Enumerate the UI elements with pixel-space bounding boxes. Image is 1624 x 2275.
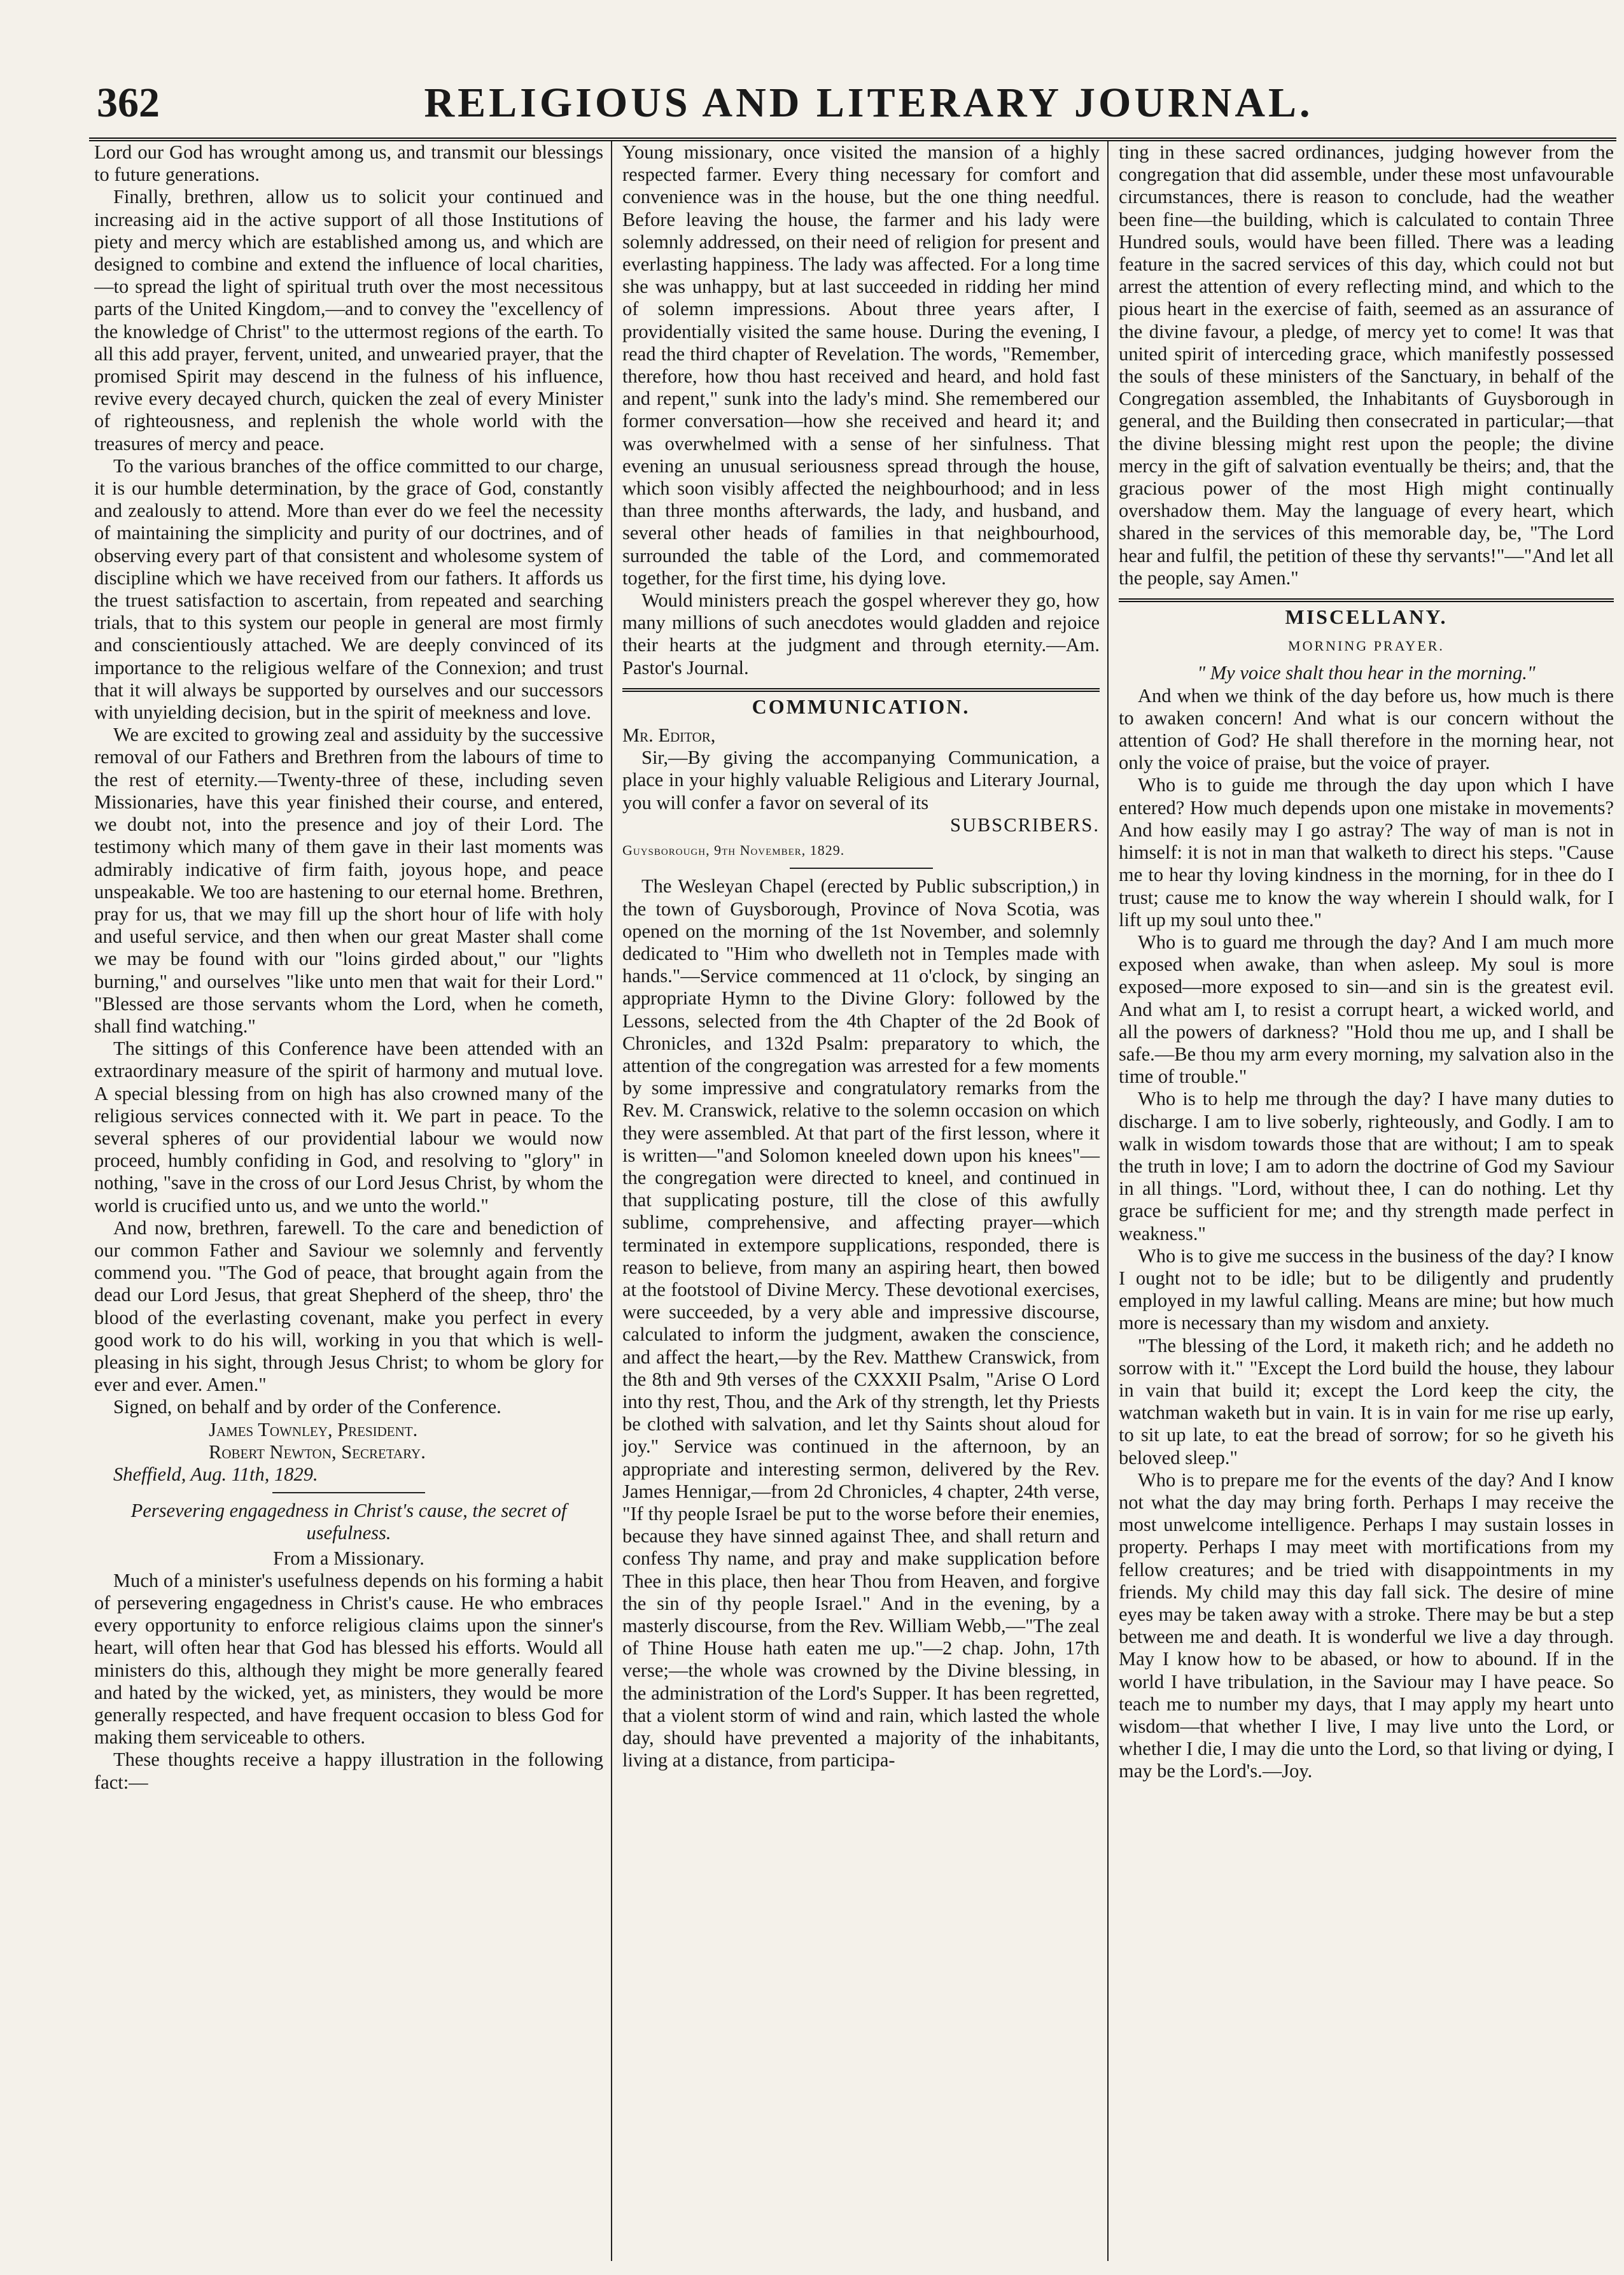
- column-left: [94, 141, 610, 2261]
- paragraph: To the various branches of the office committed to our charge, it is our humble determination, by the grace of God, constantly and zealously to attend. More than ever do we feel the necessity of maintaining the simplicity and purity of our doctrines, and of observing every part of that consistent and wholesome system of discipline which we have received from our fathers. It affords us the truest satisfaction to ascertain, from repeated and searching trials, that to this system our people in general are most firmly and conscientiously attached. We are deeply convinced of its importance to the religious welfare of the Connexion; and trust that it will always be supported by ourselves and our successors with unyielding decision, but in the spirit of meekness and love.: [94, 454, 603, 724]
- section-divider: [1119, 598, 1614, 602]
- salutation: Mr. Editor,: [622, 724, 716, 747]
- section-title-miscellany: MISCELLANY.: [1285, 605, 1448, 629]
- column-right: [1107, 141, 1616, 2261]
- separator: [272, 1492, 425, 1493]
- subscribers-signature: SUBSCRIBERS.: [949, 814, 1100, 836]
- separator: [790, 868, 933, 869]
- dateline: Sheffield, Aug. 11th, 1829.: [113, 1463, 318, 1485]
- paragraph: Who is to prepare me for the events of the day? And I know not what the day may bring forth. Perhaps I may receive the most unwelcome intelligence. Perhaps I may sustain losses in property. Perhaps I may meet with mortifications from my fellow creatures; and be tried with disappointments in my friends. My child may this day fall sick. The desire of mine eyes may be taken away with a stroke. There may be but a step between me and death. It is wonderful we live a day through. May I know how to be abased, or how to abound. If in the world I have tribulation, in the Saviour may I have peace. So teach me to number my days, that I may apply my heart unto wisdom—that whether I live, I may live unto the Lord, or whether I die, I may die unto the Lord, so that living or dying, I may be the Lord's.—Joy.: [1119, 1469, 1614, 1782]
- section-divider: [622, 688, 1100, 692]
- paragraph: Would ministers preach the gospel wherever they go, how many millions of such anecdotes would gladden and rejoice their hearts at the judgment and through eternity.—Am. Pastor's Journal.: [622, 589, 1100, 679]
- paragraph: "The blessing of the Lord, it maketh rich; and he addeth no sorrow with it." "Except the Lord build the house, they labour in vain that build it; except the Lord keep the city, the watchman waketh but in vain. It is in vain for me rise up early, to sit up late, to eat the bread of sorrow; for so he giveth his beloved sleep.": [1119, 1334, 1614, 1469]
- page-header: [89, 76, 1616, 141]
- paragraph: Much of a minister's usefulness depends on his forming a habit of persevering engagedness in Christ's cause. He who embraces every opportunity to enforce religious claims upon the sinner's heart, will often hear that God has blessed his efforts. Would all ministers do this, although they might be more generally feared and hated by the wicked, yet, as ministers, they would be more generally respected, and have frequent occasion to bless God for making them serviceable to others.: [94, 1569, 603, 1749]
- dateline: Guysborough, 9th November, 1829.: [622, 842, 845, 859]
- paragraph: Young missionary, once visited the mansion of a highly respected farmer. Every thing necessary for comfort and convenience was in the house, but the one thing needful. Before leaving the house, the farmer and his lady were solemnly addressed, on their need of religion for present and everlasting happiness. The lady was affected. For a long time she was unhappy, but at last succeeded in ridding her mind of solemn impressions. About three years after, I providentially visited the same house. During the evening, I read the third chapter of Revelation. The words, "Remember, therefore, how thou hast received and heard, and hold fast and repent," sunk into the lady's mind. She remembered our former conversation—how she received and heard it; and was overwhelmed with a sense of her sinfulness. That evening an unusual seriousness spread through the house, which soon visibly affected the neighbourhood; and in less than three months afterwards, the lady, and husband, and several other heads of families in that neighbourhood, surrounded the table of the Lord, and commemorated together, for the first time, his dying love.: [622, 141, 1100, 589]
- section-title-communication: COMMUNICATION.: [752, 694, 970, 718]
- paragraph: The Wesleyan Chapel (erected by Public subscription,) in the town of Guysborough, Province of Nova Scotia, was opened on the morning of the 1st November, and solemnly dedicated to "Him who dwelleth not in Temples made with hands."—Service commenced at 11 o'clock, by singing an appropriate Hymn to the Divine Glory: followed by the Lessons, selected from the 4th Chapter of the 2d Book of Chronicles, and 132d Psalm: preparatory to which, the attention of the congregation was arrested for a few moments by some impressive and congratulatory remarks from the Rev. M. Cranswick, relative to the solemn occasion on which they were assembled. At that part of the first lesson, where it is written—"and Solomon kneeled down upon his knees"—the congregation were directed to kneel, and continued in that supplicating posture, till the close of this awfully sublime, comprehensive, and affecting prayer—which terminated in extempore supplications, responded, there is reason to believe, from many an aspiring heart, then bowed at the footstool of Divine Mercy. These devotional exercises, were succeeded, by a very able and impressive discourse, calculated to inform the judgment, awaken the conscience, and affect the heart,—by the Rev. Matthew Cranswick, from the 8th and 9th verses of the CXXXII Psalm, "Arise O Lord into thy rest, Thou, and the Ark of thy strength, let thy Priests be clothed with salvation, and let thy Saints shout aloud for joy." Service was continued in the afternoon, by an appropriate and interesting sermon, delivered by the Rev. James Hennigar,—from 2d Chronicles, 4 chapter, 24th verse, "If thy people Israel be put to the worse before their enemies, because they have sinned against Thee, and shall return and confess Thy name, and pray and make supplication before Thee in this place, then hear Thou from Heaven, and forgive the sin of thy people Israel." And in the evening, by a masterly discourse, from the Rev. William Webb,—"The zeal of Thine House hath eaten me up."—2 chap. John, 17th verse;—the whole was crowned by the Divine blessing, in the administration of the Lord's Supper. It has been regretted, that a violent storm of wind and rain, which lasted the whole day, should have prevented a majority of the inhabitants, living at a distance, from participa-: [622, 875, 1100, 1771]
- paragraph: ting in these sacred ordinances, judging however from the congregation that did assemble, under these most unfavourable circumstances, there is reason to conclude, had the weather been fine—the building, which is calculated to contain Three Hundred souls, would have been filled. There was a leading feature in the sacred services of this day, which could not but arrest the attention of every reflecting mind, and which to the pious heart in the exercise of faith, seemed as an assurance of the divine favour, a pledge, of mercy yet to come! It was that united spirit of interceding grace, which manifestly possessed the souls of these ministers of the Sanctuary, in behalf of the Congregation assembled, the Inhabitants of Guysborough in general, and the Building then consecrated in particular;—that the divine blessing might rest upon the people; the divine mercy in the gift of salvation eventually be theirs; and, that the gracious power of the most High might continually overshadow them. May the language of every heart, which shared in the services of this memorable day, be, "The Lord hear and fulfil, the petition of these thy servants!"—"And let all the people, say Amen.": [1119, 141, 1614, 589]
- article-source: From a Missionary.: [273, 1547, 424, 1569]
- paragraph: Lord our God has wrought among us, and transmit our blessings to future generations.: [94, 141, 603, 186]
- paragraph: Finally, brethren, allow us to solicit your continued and increasing aid in the active support of all those Institutions of piety and mercy which are established among us, and which are designed to combine and extend the influence of local charities,—to spread the light of spiritual truth over the most necessitous parts of the United Kingdom,—and to convey the "excellency of the knowledge of Christ" to the uttermost regions of the earth. To all this add prayer, fervent, united, and unwearied prayer, that the promised Spirit may descend in the fulness of his influence, revive every decayed church, quicken the zeal of every Minister of righteousness, and replenish the whole world with the treasures of mercy and peace.: [94, 186, 603, 454]
- paragraph: Who is to give me success in the business of the day? I know I ought not to be idle; but to be diligently and prudently employed in my lawful calling. Means are mine; but how much more is necessary than my wisdom and anxiety.: [1119, 1244, 1614, 1334]
- epigraph: " My voice shalt thou hear in the morning.": [1197, 662, 1536, 684]
- article-title: Persevering engagedness in Christ's cause, the secret of usefulness.: [130, 1500, 567, 1544]
- paragraph: Who is to guard me through the day? And I am much more exposed when awake, than when asleep. My soul is more exposed—more exposed to sin—and sin is the greatest evil. And what am I, to resist a corrupt heart, a wicked world, and all the powers of darkness? "Hold thou me up, and I shall be safe.—Be thou my arm every morning, my salvation also in the time of trouble.": [1119, 931, 1614, 1088]
- paragraph: The sittings of this Conference have been attended with an extraordinary measure of the spirit of harmony and mutual love. A special blessing from on high has also crowned many of the religious services connected with it. We part in peace. To the several spheres of our providential labour we would now proceed, humbly confiding in God, and resolving to "glory" in nothing, "save in the cross of our Lord Jesus Christ, by whom the world is crucified unto us, and we unto the world.": [94, 1038, 603, 1216]
- paragraph: These thoughts receive a happy illustration in the following fact:—: [94, 1749, 603, 1793]
- article-title: MORNING PRAYER.: [1288, 638, 1445, 654]
- paragraph: Sir,—By giving the accompanying Communication, a place in your highly valuable Religious and Literary Journal, you will confer a favor on several of its: [622, 747, 1100, 814]
- paragraph: And when we think of the day before us, how much is there to awaken concern! And what is our concern without the attention of God? He shall therefore in the morning hear, not only the voice of praise, but the voice of prayer.: [1119, 684, 1614, 774]
- signature-president: James Townley, President.: [209, 1418, 418, 1440]
- page-number: 362: [97, 80, 160, 126]
- paragraph: We are excited to growing zeal and assiduity by the successive removal of our Fathers and Brethren from the labours of time to the rest of eternity.—Twenty-three of these, including seven Missionaries, have this year finished their course, and entered, we doubt not, into the presence and joy of their Lord. The testimony which many of them gave in their last moments was admirably indicative of firm faith, joyous hope, and peace unspeakable. We too are hastening to our eternal home. Brethren, pray for us, that we may fill up the short hour of life with holy and useful service, and then when our great Master shall come we may be found with our "loins girded about," our "lights burning," and ourselves "like unto men that wait for their Lord." "Blessed are those servants whom the Lord, when he cometh, shall find watching.": [94, 724, 603, 1037]
- running-title: RELIGIOUS AND LITERARY JOURNAL.: [424, 80, 1313, 126]
- signed-line: Signed, on behalf and by order of the Conference.: [113, 1396, 501, 1418]
- paragraph: Who is to guide me through the day upon which I have entered? How much depends upon one mistake in movements? And how easily may I go astray? The way of man is not in himself: it is not in man that walketh to direct his steps. "Cause me to hear thy loving kindness in the morning, for in thee do I trust; cause me to know the way wherein I should walk, for I lift up my soul unto thee.": [1119, 774, 1614, 931]
- paragraph: Who is to help me through the day? I have many duties to discharge. I am to live soberly, righteously, and Godly. I am to walk in wisdom towards those that are without; I am to speak the truth in love; I am to adorn the doctrine of God my Saviour in all things. "Lord, without thee, I can do nothing. Let thy grace be sufficient for me; and thy strength made perfect in weakness.": [1119, 1088, 1614, 1244]
- column-middle: [611, 141, 1107, 2261]
- signature-secretary: Robert Newton, Secretary.: [209, 1440, 426, 1463]
- paragraph: And now, brethren, farewell. To the care and benediction of our common Father and Saviour we solemnly and fervently commend you. "The God of peace, that brought again from the dead our Lord Jesus, that great Shepherd of the sheep, thro' the blood of the everlasting covenant, make you perfect in every good work to do his will, working in you that which is well-pleasing in his sight, through Jesus Christ; to whom be glory for ever and ever. Amen.": [94, 1216, 603, 1396]
